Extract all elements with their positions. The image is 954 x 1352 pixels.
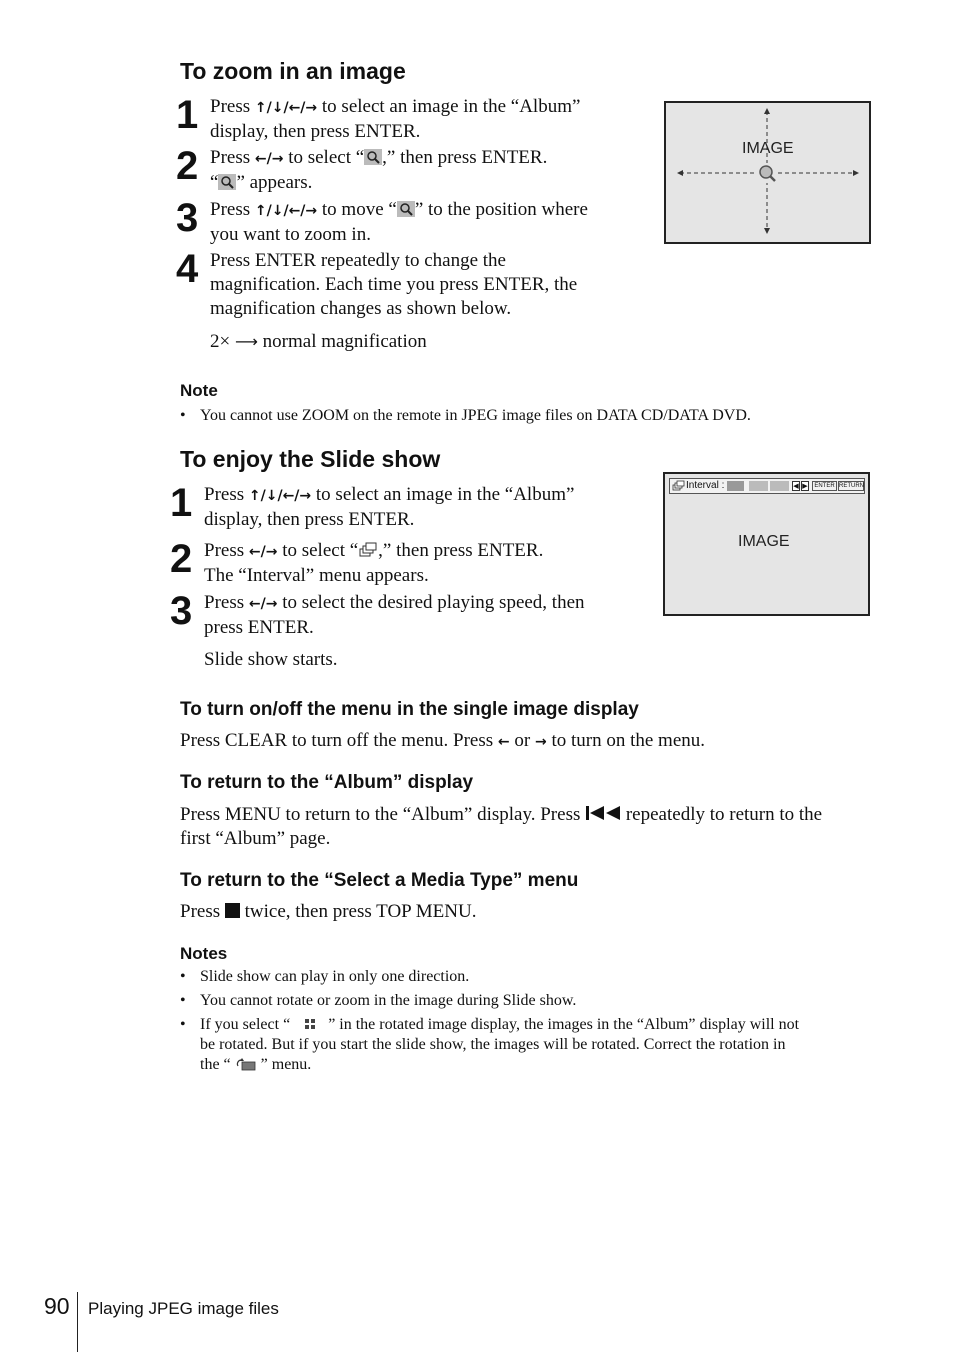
bullet: • [180, 407, 186, 424]
slideshow-screen-label: IMAGE [738, 533, 790, 550]
notes-item-2-text: You cannot rotate or zoom in the image during Slide show. [200, 992, 577, 1009]
zoom-step-2-quote: “ [210, 172, 219, 193]
interval-speed-slow-icon[interactable] [727, 481, 744, 491]
zoom-step-1-press: Press [210, 96, 251, 117]
arrow-keys-icon: ↑/↓/←/→ [248, 488, 312, 504]
zoom-step-1-number: 1 [176, 93, 198, 137]
zoom-step-2-number: 2 [176, 144, 198, 188]
menu-toggle-title: To turn on/off the menu in the single image display [180, 699, 639, 720]
zoom-step-2-text-2: ,” then press ENTER. [382, 147, 548, 168]
zoom-step-4-line-2: magnification. Each time you press ENTER, the [210, 274, 578, 295]
album-return-title: To return to the “Album” display [180, 772, 474, 793]
zoom-step-3-press: Press [210, 199, 251, 220]
interval-label: Interval : [686, 480, 725, 491]
slideshow-step-2-text-3: The “Interval” menu appears. [204, 565, 429, 586]
magnification-from: 2× [210, 331, 231, 352]
slideshow-screen-illustration [663, 472, 870, 616]
slideshow-step-1-number: 1 [170, 481, 192, 525]
footer-section: Playing JPEG image files [88, 1299, 279, 1318]
album-grid-icon [294, 1017, 324, 1031]
zoom-cursor-icon [397, 201, 415, 217]
arrow-keys-icon: ↑/↓/←/→ [254, 203, 318, 219]
magnification-to: normal magnification [262, 331, 427, 352]
slideshow-step-3-text: to select the desired playing speed, then [282, 592, 585, 613]
left-right-arrow-icon: ←/→ [248, 596, 278, 612]
zoom-crosshair [666, 103, 869, 242]
slideshow-step-2-press: Press [204, 540, 245, 561]
footer-divider [77, 1292, 78, 1352]
return-button[interactable]: RETURN [839, 483, 864, 489]
zoom-step-1-text-2: display, then press ENTER. [210, 121, 421, 142]
media-return-text [180, 900, 880, 924]
media-return-text-b: twice, then press TOP MENU. [244, 901, 477, 922]
zoom-step-2-text: to select “ [288, 147, 365, 168]
left-right-arrow-icon: ←/→ [254, 151, 284, 167]
slideshow-step-1 [204, 483, 644, 532]
arrow-keys-icon: ↑/↓/←/→ [254, 100, 318, 116]
zoom-magnifier-icon [364, 149, 382, 165]
zoom-step-3-number: 3 [176, 196, 198, 240]
slideshow-step-2 [204, 539, 644, 588]
slideshow-step-1-text-2: display, then press ENTER. [204, 509, 415, 530]
album-return-text [180, 803, 880, 851]
zoom-step-4-line-1: Press ENTER repeatedly to change the [210, 250, 506, 271]
note-title: Note [180, 381, 218, 400]
slideshow-step-1-press: Press [204, 484, 245, 505]
zoom-screen-label: IMAGE [742, 140, 794, 157]
slideshow-step-1-text: to select an image in the “Album” [315, 484, 575, 505]
zoom-step-2-text-3: ” appears. [236, 172, 313, 193]
right-arrow-icon[interactable]: ▶ [802, 482, 808, 490]
slideshow-step-3-number: 3 [170, 589, 192, 633]
notes-title: Notes [180, 944, 228, 963]
zoom-cursor-icon [218, 174, 236, 190]
left-arrow-icon: ← [497, 734, 510, 750]
zoom-screen-illustration [664, 101, 871, 244]
zoom-step-1 [210, 95, 650, 144]
notes-item-3-text-d: the “ [200, 1056, 231, 1073]
media-return-text-a: Press [180, 901, 221, 922]
zoom-step-4 [210, 249, 655, 321]
notes-item-3-text-a: If you select “ [200, 1016, 291, 1033]
note-text: You cannot use ZOOM on the remote in JPEG image files on DATA CD/DATA DVD. [200, 407, 751, 424]
zoom-step-3-text-2: ” to the position where [414, 199, 588, 220]
left-arrow-icon[interactable]: ◀ [793, 482, 799, 490]
zoom-step-3-text-3: you want to zoom in. [210, 224, 371, 245]
notes-item-3-text-e: ” menu. [260, 1056, 312, 1073]
zoom-step-2 [210, 146, 650, 195]
album-return-text-b: repeatedly to return to the [625, 804, 823, 825]
slideshow-step-2-text: to select “ [282, 540, 359, 561]
slideshow-icon [672, 480, 686, 492]
right-arrow-icon: → [534, 734, 547, 750]
notes-item-3-text-b: ” in the rotated image display, the images in the “Album” display will not [328, 1016, 800, 1033]
bullet: • [180, 1016, 186, 1033]
enter-button[interactable]: ENTER [812, 481, 837, 491]
left-right-arrow-icon: ←/→ [248, 544, 278, 560]
menu-toggle-text [180, 729, 880, 754]
menu-toggle-text-b: to turn on the menu. [551, 730, 705, 751]
menu-toggle-text-a: Press CLEAR to turn off the menu. Press [180, 730, 494, 751]
album-return-text-a: Press MENU to return to the “Album” display. Press [180, 804, 581, 825]
interval-speed-normal-icon[interactable] [749, 481, 768, 491]
note-item [180, 406, 880, 426]
interval-speed-fast-icon[interactable] [770, 481, 789, 491]
slideshow-icon [358, 542, 378, 558]
zoom-step-2-press: Press [210, 147, 251, 168]
slideshow-step-3 [204, 591, 644, 640]
zoom-step-3-text: to move “ [321, 199, 397, 220]
menu-toggle-or: or [514, 730, 531, 751]
previous-track-icon [585, 805, 621, 821]
zoom-step-3 [210, 198, 655, 247]
bullet: • [180, 992, 186, 1009]
zoom-step-4-line-3: magnification changes as shown below. [210, 298, 512, 319]
zoom-step-1-text: to select an image in the “Album” [321, 96, 581, 117]
slideshow-step-2-number: 2 [170, 537, 192, 581]
media-return-title: To return to the “Select a Media Type” menu [180, 870, 579, 891]
slideshow-title: To enjoy the Slide show [180, 446, 441, 472]
zoom-step-4-number: 4 [176, 247, 198, 291]
slideshow-step-3-text-2: press ENTER. [204, 617, 314, 638]
notes-item-3 [180, 1015, 890, 1075]
notes-item-1 [180, 967, 880, 987]
notes-item-3-text-c: be rotated. But if you start the slide show, the images will be rotated. Correct the rotation in [200, 1036, 786, 1053]
rotate-icon [235, 1057, 257, 1071]
album-return-text-c: first “Album” page. [180, 828, 331, 849]
slideshow-result: Slide show starts. [204, 649, 338, 670]
notes-item-2 [180, 991, 880, 1011]
slideshow-step-2-text-2: ,” then press ENTER. [378, 540, 544, 561]
page-number: 90 [44, 1293, 70, 1319]
long-arrow-icon: ⟶ [234, 332, 258, 351]
slideshow-step-3-press: Press [204, 592, 245, 613]
notes-item-1-text: Slide show can play in only one direction. [200, 968, 470, 985]
stop-icon [225, 903, 240, 918]
zoom-title: To zoom in an image [180, 58, 406, 84]
magnification-sequence [210, 330, 427, 354]
bullet: • [180, 968, 186, 985]
interval-menu-bar [669, 478, 865, 494]
